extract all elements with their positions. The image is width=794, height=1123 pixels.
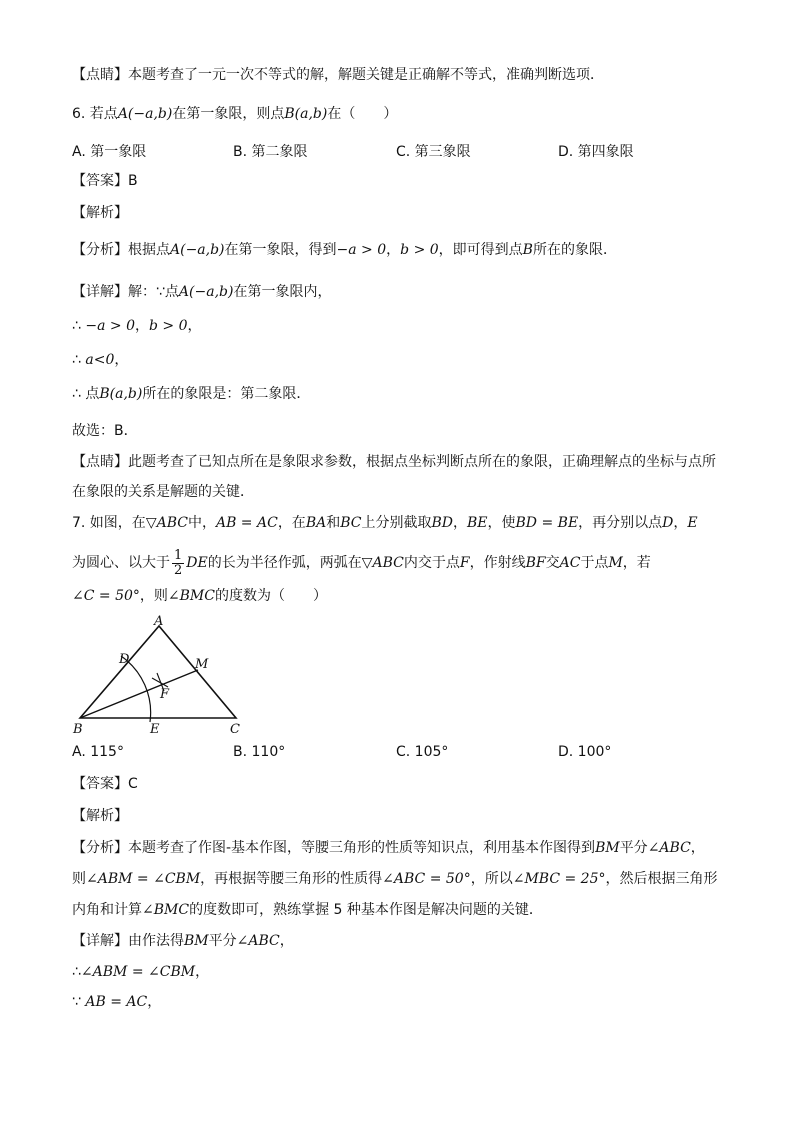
- separator: ，: [114, 352, 129, 368]
- fenxi-text: 所在的象限．: [532, 242, 617, 258]
- math-equation: ∠ABC = 50°: [382, 871, 471, 887]
- q6-step-1: [72, 316, 202, 336]
- question-7-stem-line-2: [72, 548, 651, 578]
- math-point: E: [687, 515, 698, 531]
- q7-stem-text: ，再分别以点: [578, 515, 663, 531]
- q7-stem-text: 内交于点: [403, 555, 460, 571]
- math-inequality: a<0: [85, 352, 115, 368]
- q6-point-a: A(−a,b): [117, 106, 173, 122]
- q7-fenxi-line-2: [72, 869, 718, 889]
- math-segment: BA: [305, 515, 327, 531]
- label-m: M: [195, 657, 209, 672]
- math-inequality: b > 0: [400, 242, 439, 258]
- q7-stem-text: 的长为半径作弧，两弧在: [207, 555, 362, 571]
- dianjing-text: 此题考查了已知点所在是象限求参数，根据点坐标判断点所在的象限，正确理解点的坐标与点所: [128, 454, 716, 470]
- math-equation: ∠ABM = ∠CBM: [80, 964, 196, 980]
- question-7-stem-line-1: [72, 513, 698, 533]
- q7-options: [72, 744, 722, 764]
- q7-stem-text: 交: [545, 555, 560, 571]
- fenxi-text: 在第一象限，得到: [224, 242, 337, 258]
- math-point: F: [459, 555, 470, 571]
- math-point: B(a,b): [99, 386, 143, 402]
- separator: ，: [195, 964, 210, 980]
- fenxi-text: ，再根据等腰三角形的性质得: [200, 871, 383, 887]
- q7-fenxi-line-1: [72, 838, 705, 858]
- answer-value: C: [128, 776, 138, 792]
- math-segment: BF: [525, 555, 546, 571]
- q7-detail-line-1: [72, 931, 294, 951]
- fraction-one-half: [172, 549, 184, 578]
- math-segment: BE: [467, 515, 488, 531]
- therefore-symbol: ∴: [72, 352, 81, 368]
- dianjing-text: 本题考查了一元一次不等式的解，解题关键是正确解不等式，准确判断选项．: [128, 67, 604, 83]
- detail-tag: 【详解】: [72, 284, 128, 300]
- fenxi-text: ，然后根据三角形: [605, 871, 718, 887]
- q7-option-a: A. 115°: [72, 744, 124, 760]
- detail-tag: 【详解】: [72, 933, 128, 949]
- fenxi-text: 内角和计算: [72, 902, 142, 918]
- q6-options: [72, 141, 722, 161]
- q6-option-b: B. 第二象限: [233, 144, 308, 160]
- q6-stem-text: 6. 若点: [72, 106, 118, 122]
- separator: ，: [673, 515, 688, 531]
- label-d: D: [119, 652, 130, 667]
- math-segment: AC: [559, 555, 581, 571]
- q7-answer: [72, 774, 138, 794]
- q6-dianjing-line-2: 在象限的关系是解题的关键．: [72, 484, 254, 500]
- fenxi-text: 的度数即可，熟练掌握 5 种基本作图是解决问题的关键．: [189, 902, 543, 918]
- separator: ，: [147, 994, 162, 1010]
- q7-stem-text: 和: [326, 515, 341, 531]
- therefore-symbol: ∴: [72, 386, 81, 402]
- q7-stem-text: 上分别截取: [361, 515, 432, 531]
- q7-analysis-heading: 【解析】: [72, 808, 128, 824]
- label-c: C: [230, 722, 240, 737]
- detail-text: 在第一象限内，: [233, 284, 332, 300]
- separator: ，: [453, 515, 467, 531]
- therefore-symbol: ∴: [72, 318, 81, 334]
- math-point: B: [522, 242, 533, 258]
- q7-detail-line-2: [72, 962, 209, 982]
- math-segment: DE: [186, 555, 208, 571]
- dianjing-tag: 【点睛】: [72, 454, 128, 470]
- fenxi-text: 则: [72, 871, 86, 887]
- q7-stem-text: ，在: [277, 515, 306, 531]
- q7-stem-text: ，若: [622, 555, 651, 571]
- q7-option-b: B. 110°: [233, 744, 286, 760]
- q7-stem-text: ，使: [487, 515, 516, 531]
- fenxi-text: 本题考查了作图-基本作图，等腰三角形的性质等知识点，利用基本作图得到: [128, 840, 596, 856]
- label-b: B: [73, 722, 83, 737]
- math-point: A(−a,b): [178, 284, 234, 300]
- math-equation: BD = BE: [515, 515, 579, 531]
- q7-option-d: D. 100°: [558, 744, 612, 760]
- fenxi-text: ，所以: [470, 871, 513, 887]
- fenxi-text: 平分: [619, 840, 648, 856]
- separator: ，: [135, 318, 149, 334]
- q7-stem-text: 为圆心、以大于: [72, 555, 170, 571]
- q6-dianjing-line-1: [72, 452, 716, 472]
- q6-stem-text: 在（ ）: [327, 106, 398, 122]
- fraction-numerator: 1: [174, 547, 183, 563]
- answer-tag: 【答案】: [72, 173, 128, 189]
- step-text: 所在的象限是：第二象限．: [142, 386, 311, 402]
- q7-stem-text: ，则: [139, 588, 168, 604]
- label-a: A: [154, 614, 164, 629]
- math-segment: BM: [184, 933, 209, 949]
- note-dianjing-prev: [72, 65, 604, 85]
- because-symbol: ∵: [72, 994, 81, 1010]
- math-angle: ∠ABC: [647, 840, 691, 856]
- question-6-stem: [72, 104, 397, 124]
- math-segment: BD: [431, 515, 453, 531]
- because-symbol: ∵: [156, 284, 165, 300]
- detail-text: 点: [164, 284, 179, 300]
- q7-stem-text: ，作射线: [469, 555, 526, 571]
- q6-option-d: D. 第四象限: [558, 144, 634, 160]
- answer-tag: 【答案】: [72, 776, 128, 792]
- q7-fenxi-line-3: [72, 900, 543, 920]
- q6-step-2: [72, 350, 128, 370]
- math-angle: ∠BMC: [142, 902, 190, 918]
- math-inequality: −a > 0: [85, 318, 135, 334]
- detail-text: 解：: [128, 284, 156, 300]
- q7-stem-text: 于点: [580, 555, 609, 571]
- q7-detail-line-3: [72, 992, 161, 1012]
- separator: ，: [279, 933, 294, 949]
- detail-text: 由作法得: [128, 933, 184, 949]
- q7-option-c: C. 105°: [396, 744, 449, 760]
- triangle-abc: [80, 626, 236, 718]
- question-7-stem-line-3: [72, 586, 327, 606]
- math-point: A(−a,b): [170, 242, 225, 258]
- q6-point-b: B(a,b): [284, 106, 328, 122]
- math-point: D: [662, 515, 674, 531]
- q6-analysis-heading: 【解析】: [72, 205, 128, 221]
- fenxi-text: 根据点: [128, 242, 170, 258]
- q6-step-3: [72, 384, 310, 404]
- math-segment: BC: [340, 515, 362, 531]
- label-f: F: [160, 687, 170, 702]
- math-equation: AB = AC: [215, 515, 278, 531]
- q6-option-a: A. 第一象限: [72, 144, 147, 160]
- fraction-denominator: 2: [174, 562, 183, 578]
- step-text: 点: [85, 386, 100, 402]
- q6-option-c: C. 第三象限: [396, 144, 471, 160]
- q6-fenxi: [72, 240, 617, 260]
- q7-stem-text: 7. 如图，在: [72, 515, 146, 531]
- q6-answer: [72, 171, 138, 191]
- math-segment: BM: [595, 840, 620, 856]
- math-equation: ∠ABM = ∠CBM: [86, 871, 201, 887]
- separator: ，: [187, 318, 202, 334]
- fenxi-tag: 【分析】: [72, 840, 128, 856]
- math-inequality: −a > 0: [336, 242, 387, 258]
- q6-detail: [72, 282, 331, 302]
- detail-text: 平分: [208, 933, 237, 949]
- answer-value: B: [128, 173, 138, 189]
- math-equation: ∠C = 50°: [72, 588, 140, 604]
- math-point: M: [608, 555, 623, 571]
- q6-stem-text: 在第一象限，则点: [172, 106, 285, 122]
- math-equation: ∠MBC = 25°: [512, 871, 606, 887]
- ray-bm: [80, 670, 198, 718]
- q7-stem-text: 中，: [187, 515, 216, 531]
- fenxi-text: ，即可得到点: [438, 242, 523, 258]
- math-triangle: ▽ABC: [145, 515, 188, 531]
- dianjing-tag: 【点睛】: [72, 67, 128, 83]
- math-angle: ∠BMC: [167, 588, 215, 604]
- math-angle: ∠ABC: [236, 933, 280, 949]
- separator: ，: [386, 242, 401, 258]
- label-e: E: [150, 722, 160, 737]
- fenxi-tag: 【分析】: [72, 242, 128, 258]
- triangle-figure: [64, 612, 254, 740]
- math-inequality: b > 0: [149, 318, 188, 334]
- separator: ，: [690, 840, 705, 856]
- math-triangle: ▽ABC: [361, 555, 404, 571]
- therefore-symbol: ∴: [72, 964, 81, 980]
- q7-stem-text: 的度数为（ ）: [214, 588, 327, 604]
- math-equation: AB = AC: [85, 994, 148, 1010]
- q6-choice: 故选：B．: [72, 423, 138, 439]
